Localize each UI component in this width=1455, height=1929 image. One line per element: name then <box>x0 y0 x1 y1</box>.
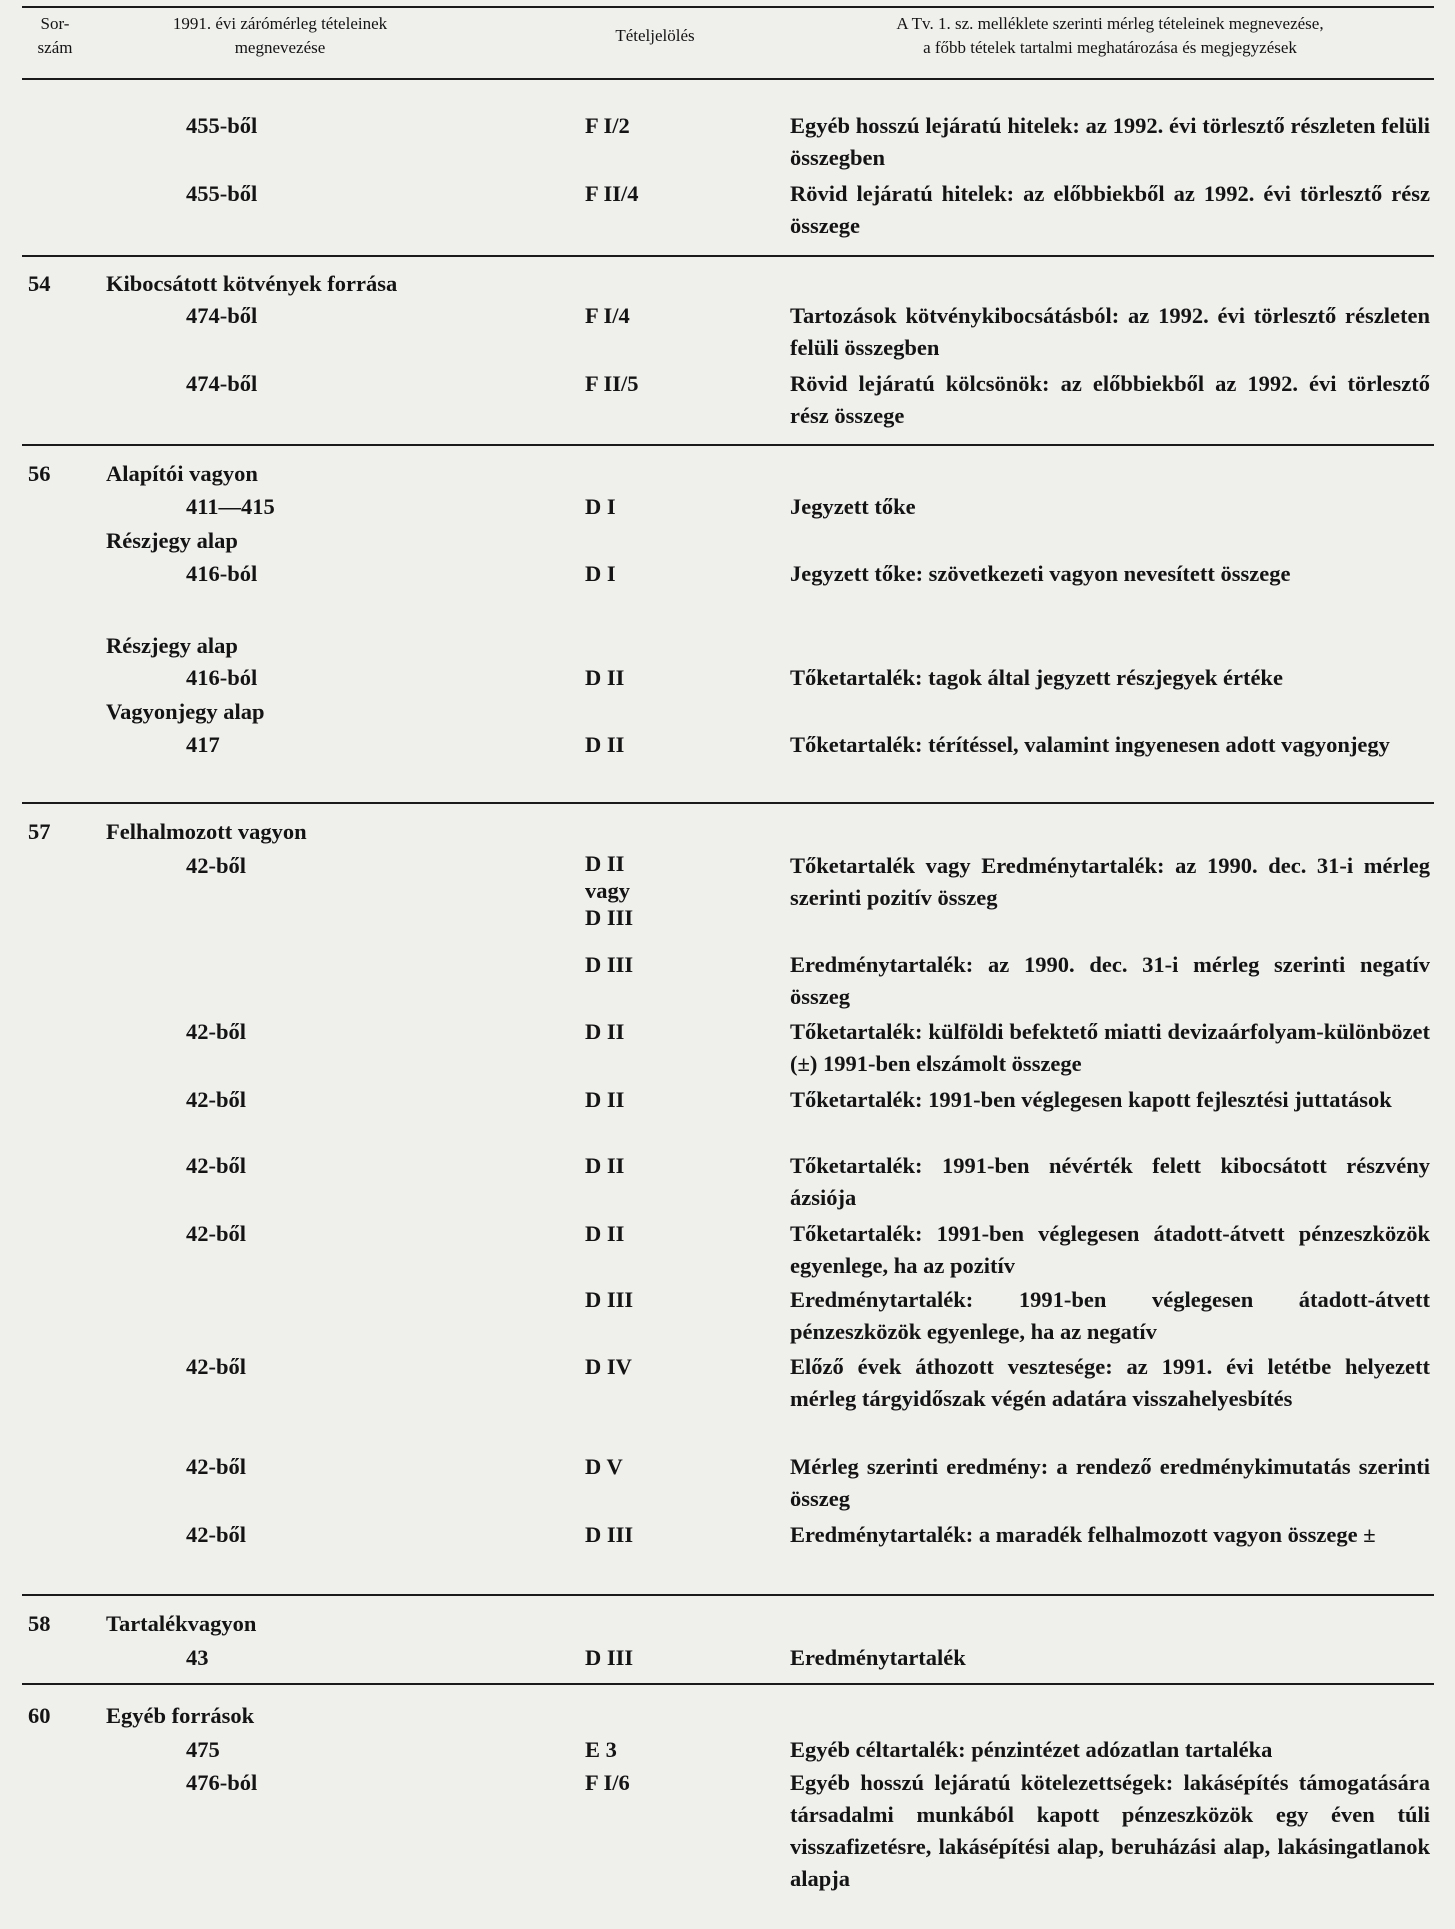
item-code: D III <box>585 952 634 977</box>
group-number: 56 <box>28 461 51 486</box>
item-description: Tartozások kötvénykibocsátásból: az 1992. évi törlesztő részleten felüli összegben <box>790 303 1430 360</box>
sub-group-label: Vagyonjegy alap <box>106 699 265 724</box>
header-serial-number: Sor- szám <box>37 14 73 57</box>
source-ref: 476-ból <box>186 1770 258 1795</box>
item-code: D I <box>585 494 616 519</box>
item-code: D II <box>585 1087 625 1112</box>
item-code: D II <box>585 665 625 690</box>
item-description: Előző évek áthozott vesztesége: az 1991. évi letétbe helyezett mérleg tárgyidőszak végén adatára visszahelyesbítés <box>790 1354 1430 1411</box>
group-rule <box>22 1683 1434 1685</box>
item-code: F I/6 <box>585 1770 630 1795</box>
item-description: Tőketartalék: 1991-ben véglegesen kapott fejlesztési juttatások <box>790 1087 1392 1112</box>
item-description: Tőketartalék: 1991-ben véglegesen átadott-átvett pénzeszközök egyenlege, ha az pozitív <box>790 1221 1430 1278</box>
group-number: 54 <box>28 271 51 296</box>
group-rule <box>22 802 1434 804</box>
item-description: Tőketartalék: térítéssel, valamint ingyenesen adott vagyonjegy <box>790 732 1390 757</box>
item-description: Egyéb céltartalék: pénzintézet adózatlan tartaléka <box>790 1737 1273 1762</box>
item-code: E 3 <box>585 1737 617 1762</box>
source-ref: 42-ből <box>186 1354 247 1379</box>
header-rule <box>22 78 1434 80</box>
group-number: 60 <box>28 1703 51 1728</box>
source-ref: 43 <box>186 1645 209 1670</box>
item-code: D IV <box>585 1354 632 1379</box>
item-code: D II <box>585 1221 625 1246</box>
item-description: Tőketartalék: 1991-ben névérték felett kibocsátott részvény ázsiója <box>790 1153 1430 1210</box>
top-rule <box>22 6 1434 8</box>
source-ref: 475 <box>186 1737 220 1762</box>
item-code: D III <box>585 1522 634 1547</box>
item-code: D I <box>585 561 616 586</box>
item-description: Tőketartalék: tagok által jegyzett részjegyek értéke <box>790 665 1283 690</box>
source-ref: 42-ből <box>186 1087 247 1112</box>
source-ref: 416-ból <box>186 665 258 690</box>
source-ref: 42-ből <box>186 1522 247 1547</box>
header-item-code: Tételjelölés <box>615 26 695 45</box>
item-code: D III <box>585 1287 634 1312</box>
group-number: 57 <box>28 819 51 844</box>
item-description: Egyéb hosszú lejáratú hitelek: az 1992. évi törlesztő részleten felüli összegben <box>790 113 1430 170</box>
item-code: F I/2 <box>585 113 630 138</box>
item-description: Eredménytartalék: 1991-ben véglegesen átadott-átvett pénzeszközök egyenlege, ha az negatív <box>790 1287 1430 1344</box>
group-name: Felhalmozott vagyon <box>106 819 307 844</box>
item-code: D II vagy D III <box>585 851 634 930</box>
item-description: Rövid lejáratú hitelek: az előbbiekből az 1992. évi törlesztő rész összege <box>790 181 1430 238</box>
source-ref: 455-ből <box>186 181 258 206</box>
source-ref: 42-ből <box>186 1221 247 1246</box>
item-description: Rövid lejáratú kölcsönök: az előbbiekből az 1992. évi törlesztő rész összege <box>790 371 1430 428</box>
item-description: Tőketartalék: külföldi befektető miatti devizaárfolyam-különbözet (±) 1991-ben elszámolt összege <box>790 1019 1430 1076</box>
item-description: Egyéb hosszú lejáratú kötelezettségek: lakásépítés támogatására társadalmi munkából kapott pénzeszközök egy éven túli visszafizetésre, lakásépítési alap, beruházási alap, lakásingatlanok alapja <box>790 1770 1430 1891</box>
item-description: Tőketartalék vagy Eredménytartalék: az 1990. dec. 31-i mérleg szerinti pozitív összeg <box>790 853 1430 910</box>
source-ref: 42-ből <box>186 1454 247 1479</box>
item-code: F II/5 <box>585 371 639 396</box>
item-description: Eredménytartalék <box>790 1645 966 1670</box>
group-name: Kibocsátott kötvények forrása <box>106 271 398 296</box>
group-rule <box>22 255 1434 257</box>
item-description: Eredménytartalék: az 1990. dec. 31-i mérleg szerinti negatív összeg <box>790 952 1430 1009</box>
header-item-name: 1991. évi zárómérleg tételeinek megnevezése <box>172 14 388 57</box>
item-code: D II <box>585 1153 625 1178</box>
source-ref: 474-ből <box>186 303 258 328</box>
item-description: Eredménytartalék: a maradék felhalmozott vagyon összege ± <box>790 1522 1376 1547</box>
source-ref: 455-ből <box>186 113 258 138</box>
item-description: Jegyzett tőke <box>790 494 916 519</box>
sub-group-label: Részjegy alap <box>106 528 238 553</box>
source-ref: 42-ből <box>186 1153 247 1178</box>
source-ref: 42-ből <box>186 1019 247 1044</box>
source-ref: 474-ből <box>186 371 258 396</box>
item-description: Mérleg szerinti eredmény: a rendező eredménykimutatás szerinti összeg <box>790 1454 1430 1511</box>
group-name: Egyéb források <box>106 1703 255 1728</box>
source-ref: 417 <box>186 732 220 757</box>
source-ref: 42-ből <box>186 853 247 878</box>
sub-group-label: Részjegy alap <box>106 633 238 658</box>
group-name: Alapítói vagyon <box>106 461 258 486</box>
item-code: D V <box>585 1454 623 1479</box>
item-code: D II <box>585 1019 625 1044</box>
item-code: F I/4 <box>585 303 630 328</box>
group-rule <box>22 1594 1434 1596</box>
source-ref: 411—415 <box>186 494 275 519</box>
group-rule <box>22 444 1434 446</box>
group-name: Tartalékvagyon <box>106 1611 257 1636</box>
item-code: F II/4 <box>585 181 639 206</box>
item-code: D III <box>585 1645 634 1670</box>
source-ref: 416-ból <box>186 561 258 586</box>
group-number: 58 <box>28 1611 51 1636</box>
item-description: Jegyzett tőke: szövetkezeti vagyon nevesített összege <box>790 561 1291 586</box>
item-code: D II <box>585 732 625 757</box>
header-balance-description: A Tv. 1. sz. melléklete szerinti mérleg tételeinek megnevezése, a főbb tételek tartalmi meghatározása és megjegyzések <box>896 14 1324 57</box>
